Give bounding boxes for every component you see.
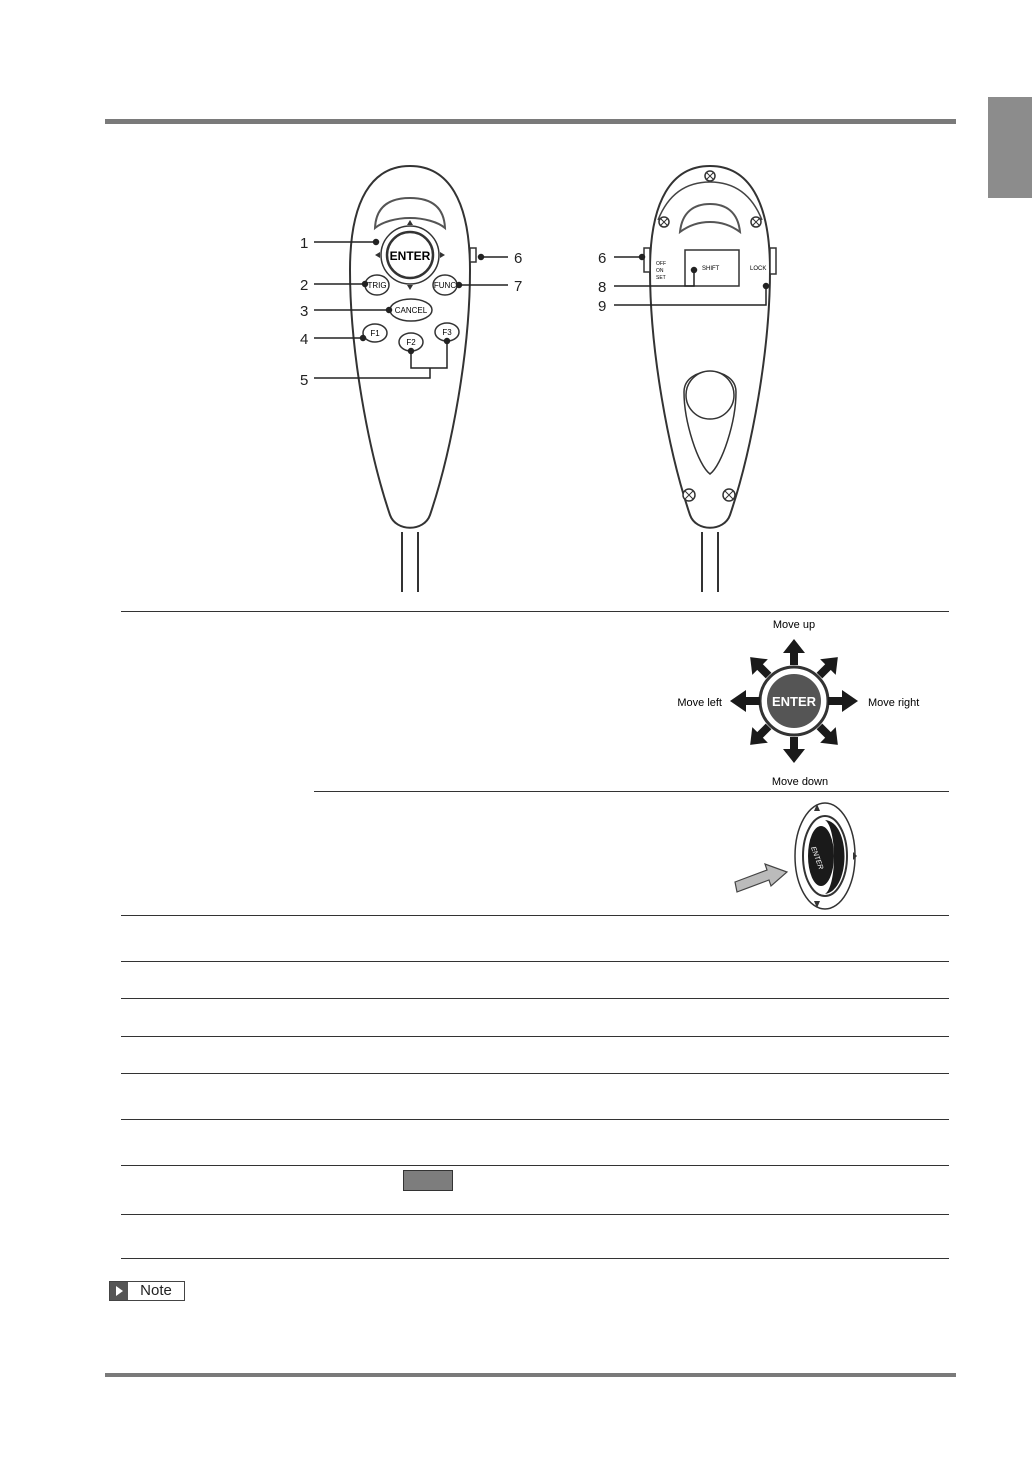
table-row-rule <box>121 915 949 916</box>
joystick-direction-diagram <box>670 615 930 790</box>
callout-7: 7 <box>514 278 523 295</box>
table-row-rule <box>121 1165 949 1166</box>
f1-button-label: F1 <box>370 329 380 338</box>
callout-3: 3 <box>300 303 309 320</box>
move-up-label: Move up <box>772 619 816 631</box>
note-badge <box>109 1281 185 1301</box>
table-bottom-rule <box>121 1258 949 1259</box>
controller-front-diagram <box>290 160 540 600</box>
note-label: Note <box>140 1282 172 1299</box>
enter-press-diagram <box>725 800 875 915</box>
callout-2: 2 <box>300 277 309 294</box>
callout-1: 1 <box>300 235 309 252</box>
note-triangle-icon <box>110 1282 128 1300</box>
gray-key-icon <box>403 1170 453 1191</box>
f3-button-label: F3 <box>442 328 452 337</box>
callout-8: 8 <box>598 279 607 296</box>
lock-label: LOCK <box>750 266 767 272</box>
callout-4: 4 <box>300 331 309 348</box>
table-row-rule <box>121 1119 949 1120</box>
callout-5: 5 <box>300 372 309 389</box>
chapter-tab <box>988 97 1032 198</box>
move-left-label: Move left <box>677 697 722 709</box>
table-row-rule <box>121 1036 949 1037</box>
footer-rule <box>105 1373 956 1377</box>
table-row-rule <box>121 1073 949 1074</box>
off-label: OFF <box>656 261 666 267</box>
controller-back-diagram <box>590 160 840 600</box>
set-label: SET <box>656 275 666 281</box>
f2-button-label: F2 <box>406 338 416 347</box>
enter-button-label: ENTER <box>389 249 431 263</box>
table-subrow-rule <box>314 791 949 792</box>
press-enter-label: ENTER <box>809 845 824 871</box>
table-row-rule <box>121 998 949 999</box>
table-top-rule <box>121 611 949 612</box>
shift-label: SHIFT <box>702 266 720 272</box>
trig-button-label: TRIG <box>367 281 387 290</box>
header-rule <box>105 119 956 124</box>
callout-9: 9 <box>598 298 607 315</box>
callout-6-front: 6 <box>514 250 523 267</box>
move-right-label: Move right <box>868 697 920 709</box>
callout-6-back: 6 <box>598 250 607 267</box>
move-down-label: Move down <box>771 776 829 788</box>
func-button-label: FUNC <box>433 281 457 290</box>
table-row-rule <box>121 1214 949 1215</box>
on-label: ON <box>656 268 664 274</box>
cancel-button-label: CANCEL <box>394 306 428 315</box>
joystick-center-label: ENTER <box>771 694 817 709</box>
table-row-rule <box>121 961 949 962</box>
